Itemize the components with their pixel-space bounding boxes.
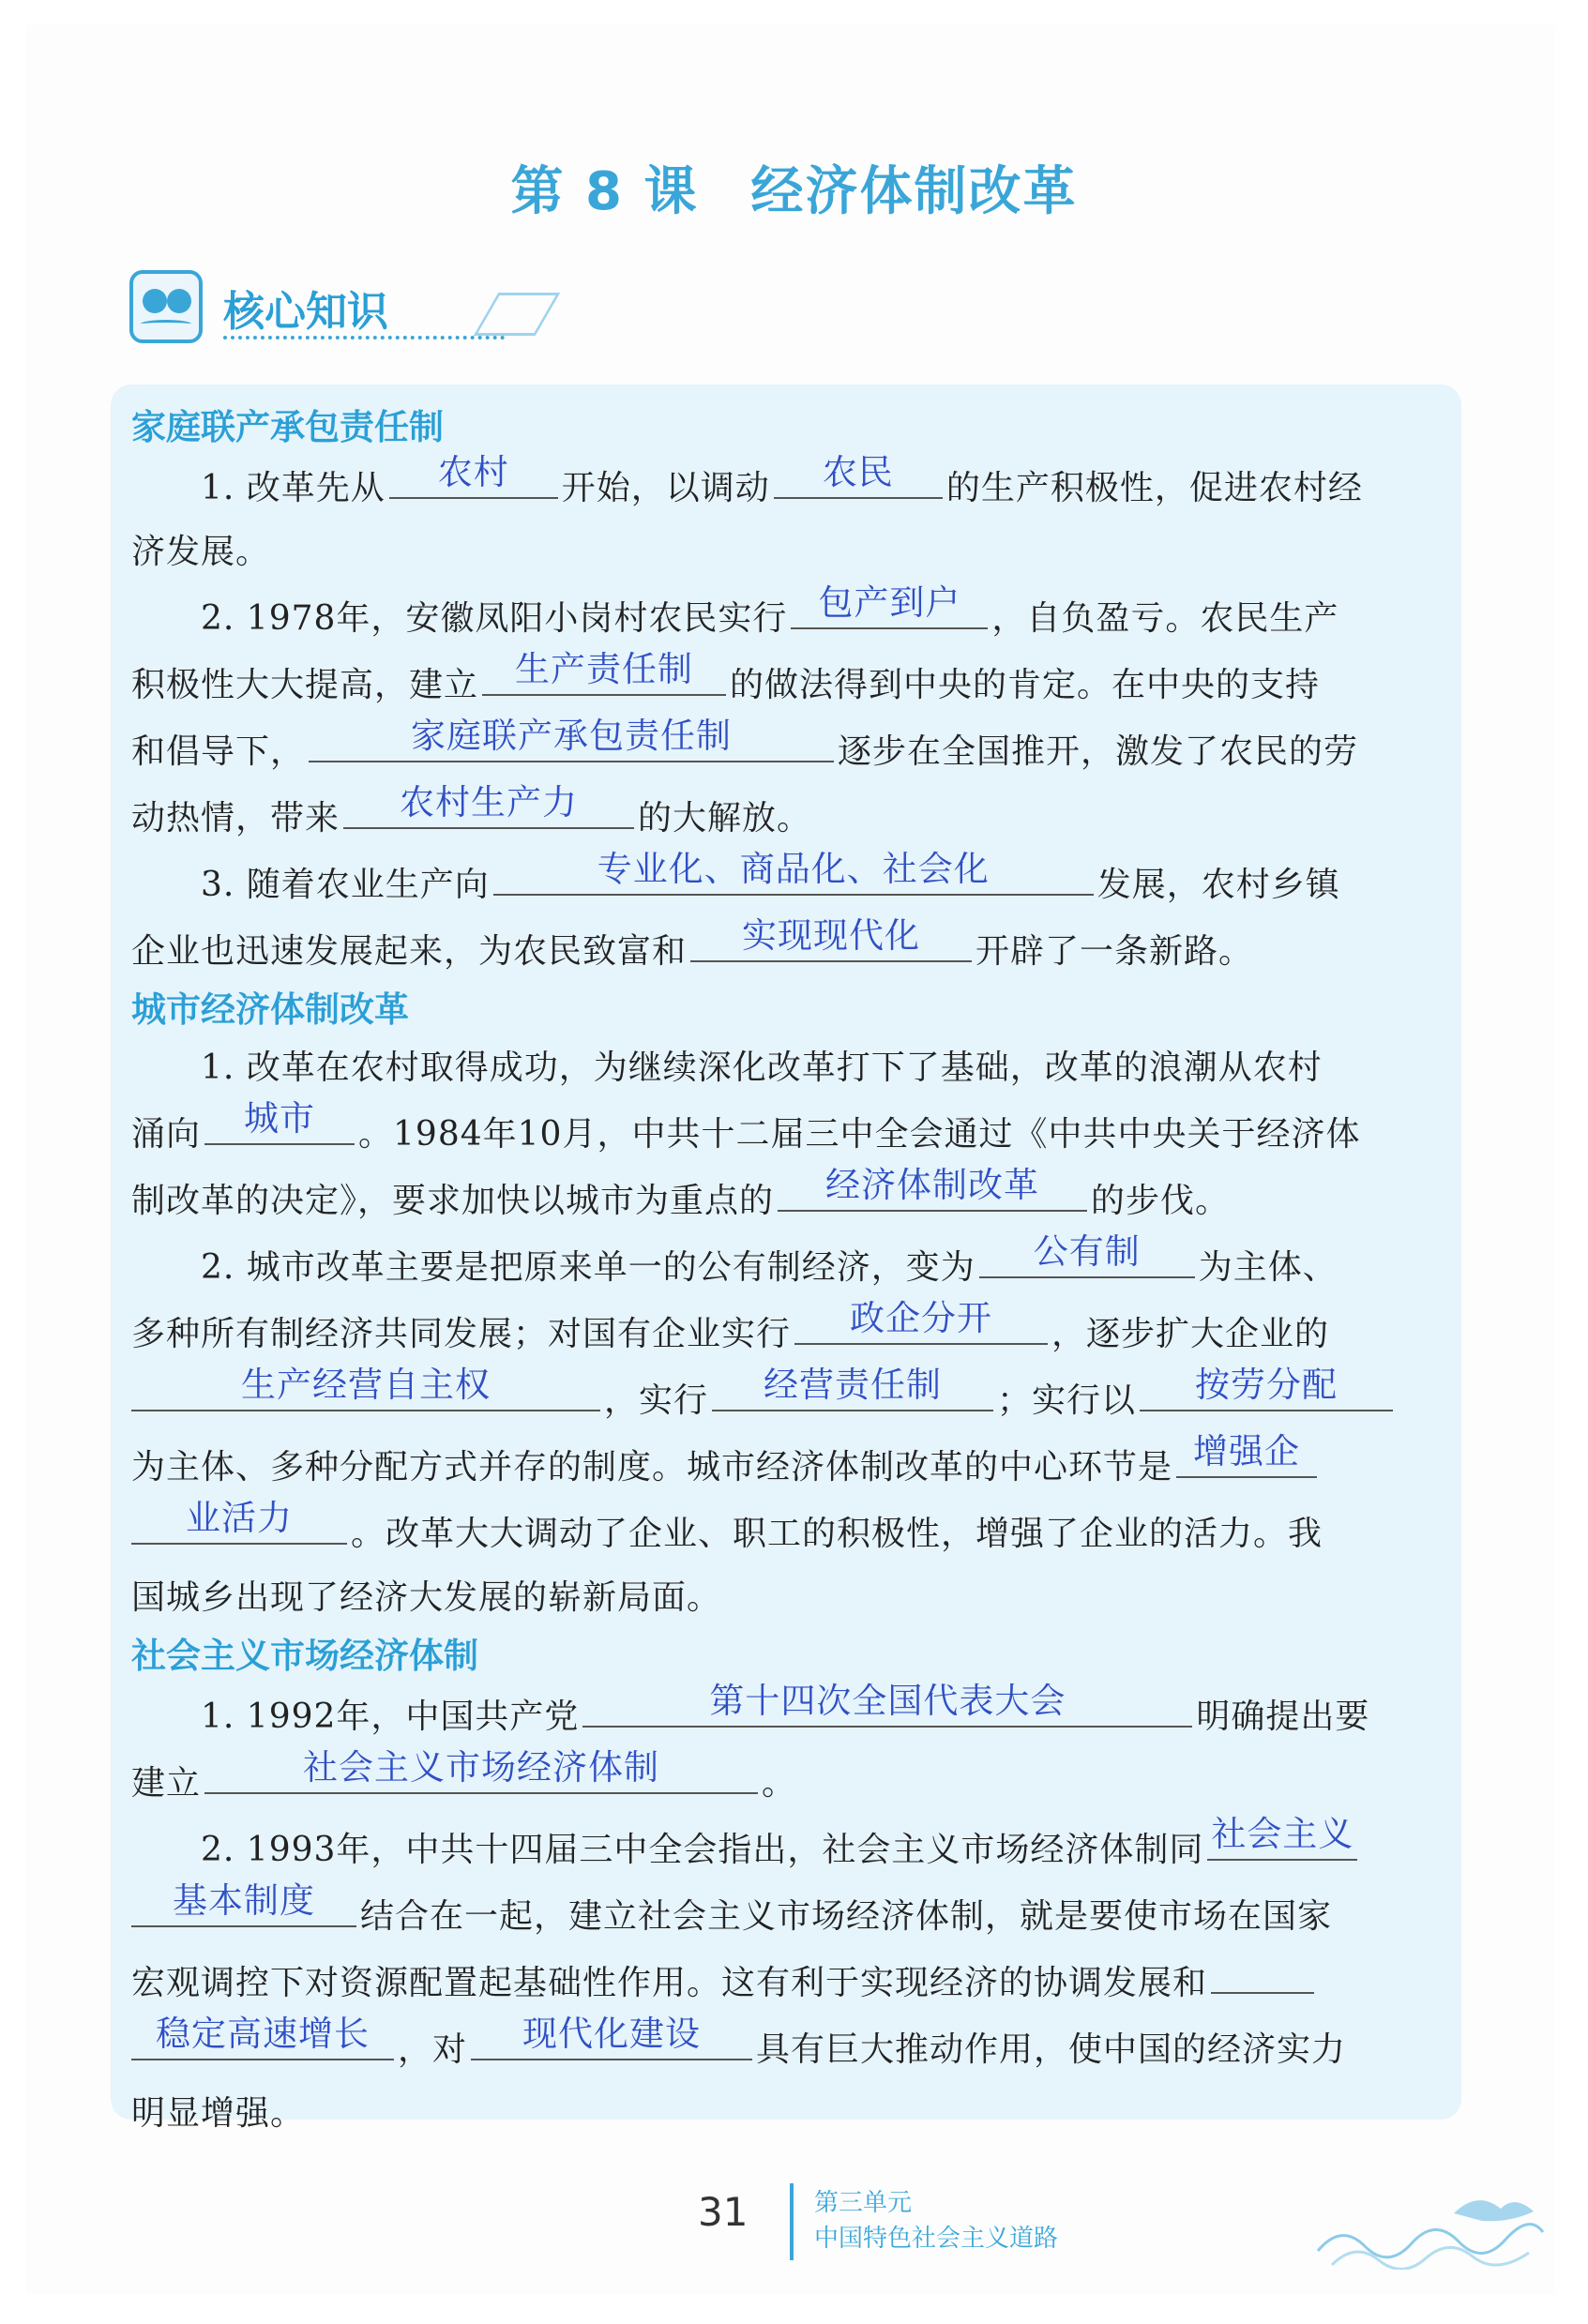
question-3-2: 2. 1993年，中共十四届三中全会指出，社会主义市场经济体制同 社会主义 (131, 1816, 1444, 1882)
wave-cloud-icon (1313, 2185, 1548, 2270)
unit-number: 第三单元 (814, 2189, 913, 2217)
footer-unit-label (814, 2185, 1058, 2256)
core-knowledge-header (129, 264, 542, 355)
section-heading: 社会主义市场经济体制 (131, 1636, 478, 1676)
question-1-3: 3. 随着农业生产向 专业化、商品化、社会化 发展，农村乡镇 (201, 849, 1340, 904)
content-body: 家庭联产承包责任制 1. 改革先从 农村 开始，以调动 农民 的生产积极性，促进农村经 济发展。 2. 1978年，安徽凤阳小岗村农民实行 包产到户 ，自负盈亏。农民生产 积极性大大提高，建立 生产责任制 的做法得到中央的肯定。在中央的支持 和倡导下， 家庭联产承包责任制 逐步在全国推开，激发了农民的劳 动热情，带来 农村生产力 的大解放。 3. 随着农业生产向 专业化、商品化、社会化 发展，农村乡镇 企业也迅速发展起来，为农民致富和 实现现代化 开辟了一条新路。 城市经济体制改革 1. 改革在农村取得成功，为继续深化改革打下了基础，改革的浪潮从农村 涌向 城市 。1984年10月，中共十二届三中全会通过《中共中央关于经济体 制改革的决定》，要求加快以城市为重点的 经济体制改革 的步伐。 2. 城市改革主要是把原来单一的公有制经济，变为 公有制 为主体、 多种所有制经济共同发展；对国有企业实行 政企分开 ，逐步扩大企业的 生产经营自主权 ，实行 经营责任制 ；实行以 按劳分配 为主体、多种分配方式并存的制度。城市经济体制改革的中心环节是 增强企 业活力 。改革大大调动了企业、职工的积极性，增强了企业的活力。我 国城乡出现了经济大发展的崭新局面。 社会主义市场经济体制 1. 1992年，中国共产党 第十四次全国代表大会 明确提出要 建立 社会主义市场经济体制 。 2. 1993年，中共十四届三中全会指出，社会主义市场经济体制同 社会主义 基本制度 结合在一起，建立社会主义市场经济体制，就是要使市场在国家 宏观调控下对资源配置起基础性作用。这有利于实现经济的协调发展和 稳定高速增长 ，对 现代化建设 具有巨大推动作用，使中国的经济实力 明显增强。 (131, 401, 1444, 2146)
answer-blank: 家庭联产承包责任制 (411, 716, 733, 756)
question-1-1: 1. 改革先从 农村 开始，以调动 农民 的生产积极性，促进农村经 (201, 452, 1363, 507)
answer-blank: 公有制 (1033, 1231, 1141, 1272)
answer-blank: 城市 (244, 1098, 316, 1139)
answer-blank: 业活力 (186, 1498, 293, 1538)
answer-blank: 稳定高速增长 (156, 2014, 370, 2054)
answer-blank: 生产经营自主权 (241, 1365, 491, 1405)
footer-divider (790, 2183, 794, 2260)
answer-blank: 农村 (437, 452, 509, 492)
question-1-2: 2. 1978年，安徽凤阳小岗村农民实行 包产到户 ，自负盈亏。农民生产 (201, 582, 1339, 638)
answer-blank: 生产责任制 (515, 649, 694, 689)
answer-blank: 增强企 (1193, 1431, 1301, 1471)
lesson-title (0, 150, 1588, 225)
knowledge-badge-icon (129, 270, 203, 343)
lesson-name: 经济体制改革 (750, 161, 1078, 222)
answer-blank: 经营责任制 (764, 1365, 943, 1405)
question-2-1: 1. 改革在农村取得成功，为继续深化改革打下了基础，改革的浪潮从农村 (201, 1049, 1323, 1087)
question-2-2: 2. 城市改革主要是把原来单一的公有制经济，变为 公有制 为主体、 (201, 1231, 1338, 1287)
answer-blank: 专业化、商品化、社会化 (597, 849, 990, 889)
page-number: 31 (698, 2189, 749, 2235)
answer-blank: 社会主义市场经济体制 (303, 1747, 660, 1788)
section-heading: 家庭联产承包责任制 (131, 407, 444, 447)
answer-blank: 第十四次全国代表大会 (709, 1681, 1066, 1721)
answer-blank: 农民 (822, 452, 894, 492)
core-knowledge-label: 核心知识 (223, 288, 388, 336)
answer-blank: 包产到户 (818, 582, 961, 623)
answer-blank: 社会主义 (1211, 1814, 1354, 1854)
section-heading: 城市经济体制改革 (131, 989, 409, 1030)
unit-title: 中国特色社会主义道路 (814, 2225, 1059, 2253)
answer-blank: 按劳分配 (1195, 1365, 1338, 1405)
answer-blank: 实现现代化 (742, 915, 921, 956)
answer-blank: 现代化建设 (522, 2014, 702, 2054)
answer-blank: 政企分开 (850, 1298, 993, 1338)
answer-blank: 基本制度 (173, 1880, 315, 1921)
divider (223, 336, 505, 340)
answer-blank: 农村生产力 (400, 782, 579, 822)
lesson-number: 第 8 课 (510, 161, 699, 222)
answer-blank: 经济体制改革 (825, 1165, 1040, 1205)
question-3-1: 1. 1992年，中国共产党 第十四次全国代表大会 明确提出要 (201, 1681, 1370, 1736)
